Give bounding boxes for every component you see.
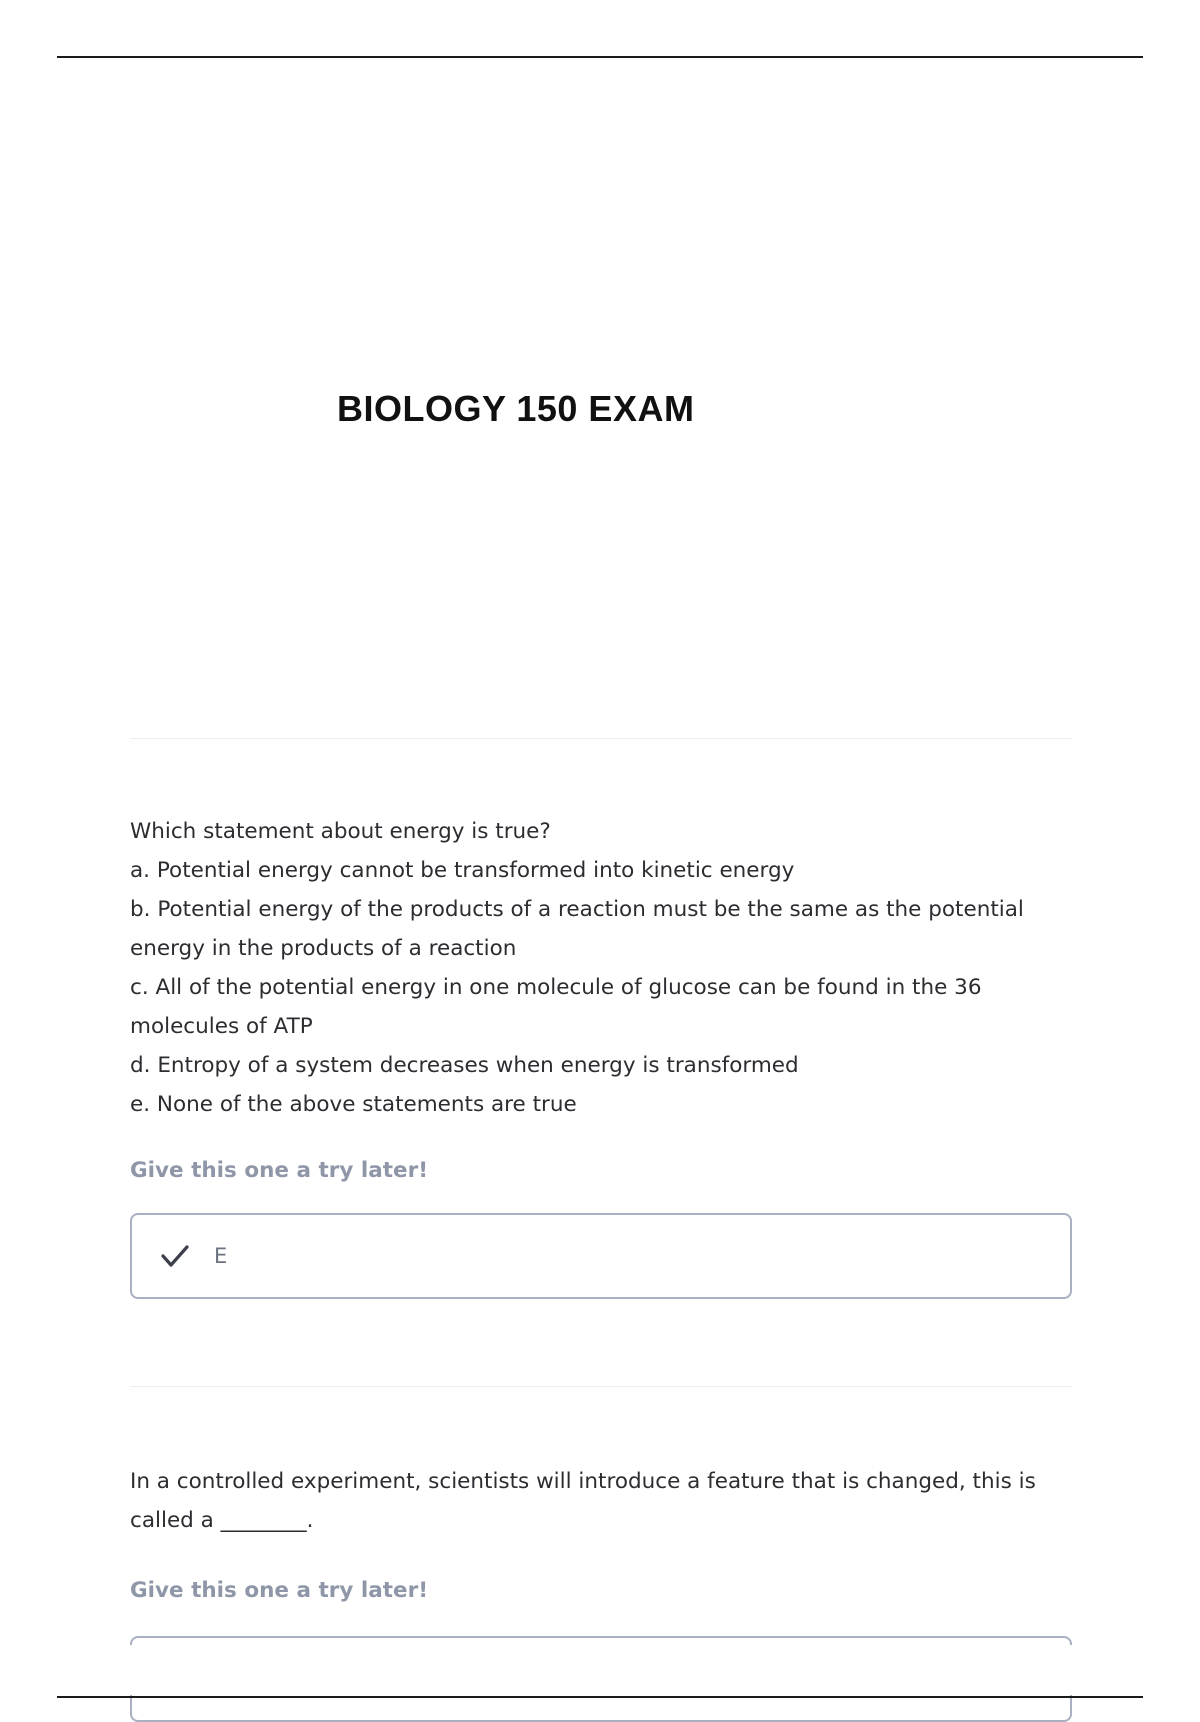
bottom-page-rule: [57, 1696, 1143, 1698]
section-divider: [130, 1386, 1072, 1387]
option-b: b. Potential energy of the products of a reaction must be the same as the potential energy in the products of a reaction: [130, 897, 1024, 961]
try-later-link[interactable]: Give this one a try later!: [130, 1578, 428, 1603]
option-e: e. None of the above statements are true: [130, 1092, 577, 1117]
question-text: [130, 812, 1072, 1124]
section-divider: [130, 738, 1072, 739]
question-prompt: Which statement about energy is true?: [130, 819, 551, 844]
question-text: [130, 1462, 1072, 1540]
page-bottom-margin: [0, 1645, 1200, 1695]
try-later-link[interactable]: Give this one a try later!: [130, 1158, 428, 1183]
question-card: [130, 1462, 1072, 1603]
top-page-rule: [57, 56, 1143, 58]
option-a: a. Potential energy cannot be transformed into kinetic energy: [130, 858, 795, 883]
answer-text: E: [214, 1244, 228, 1268]
answer-box[interactable]: [130, 1213, 1072, 1299]
exam-title: BIOLOGY 150 EXAM: [337, 388, 695, 429]
check-icon: [158, 1239, 192, 1273]
question-card: [130, 812, 1072, 1299]
question-prompt: In a controlled experiment, scientists will introduce a feature that is changed, this is called a ________.: [130, 1469, 1036, 1533]
option-d: d. Entropy of a system decreases when energy is transformed: [130, 1053, 799, 1078]
option-c: c. All of the potential energy in one molecule of glucose can be found in the 36 molecules of ATP: [130, 975, 982, 1039]
